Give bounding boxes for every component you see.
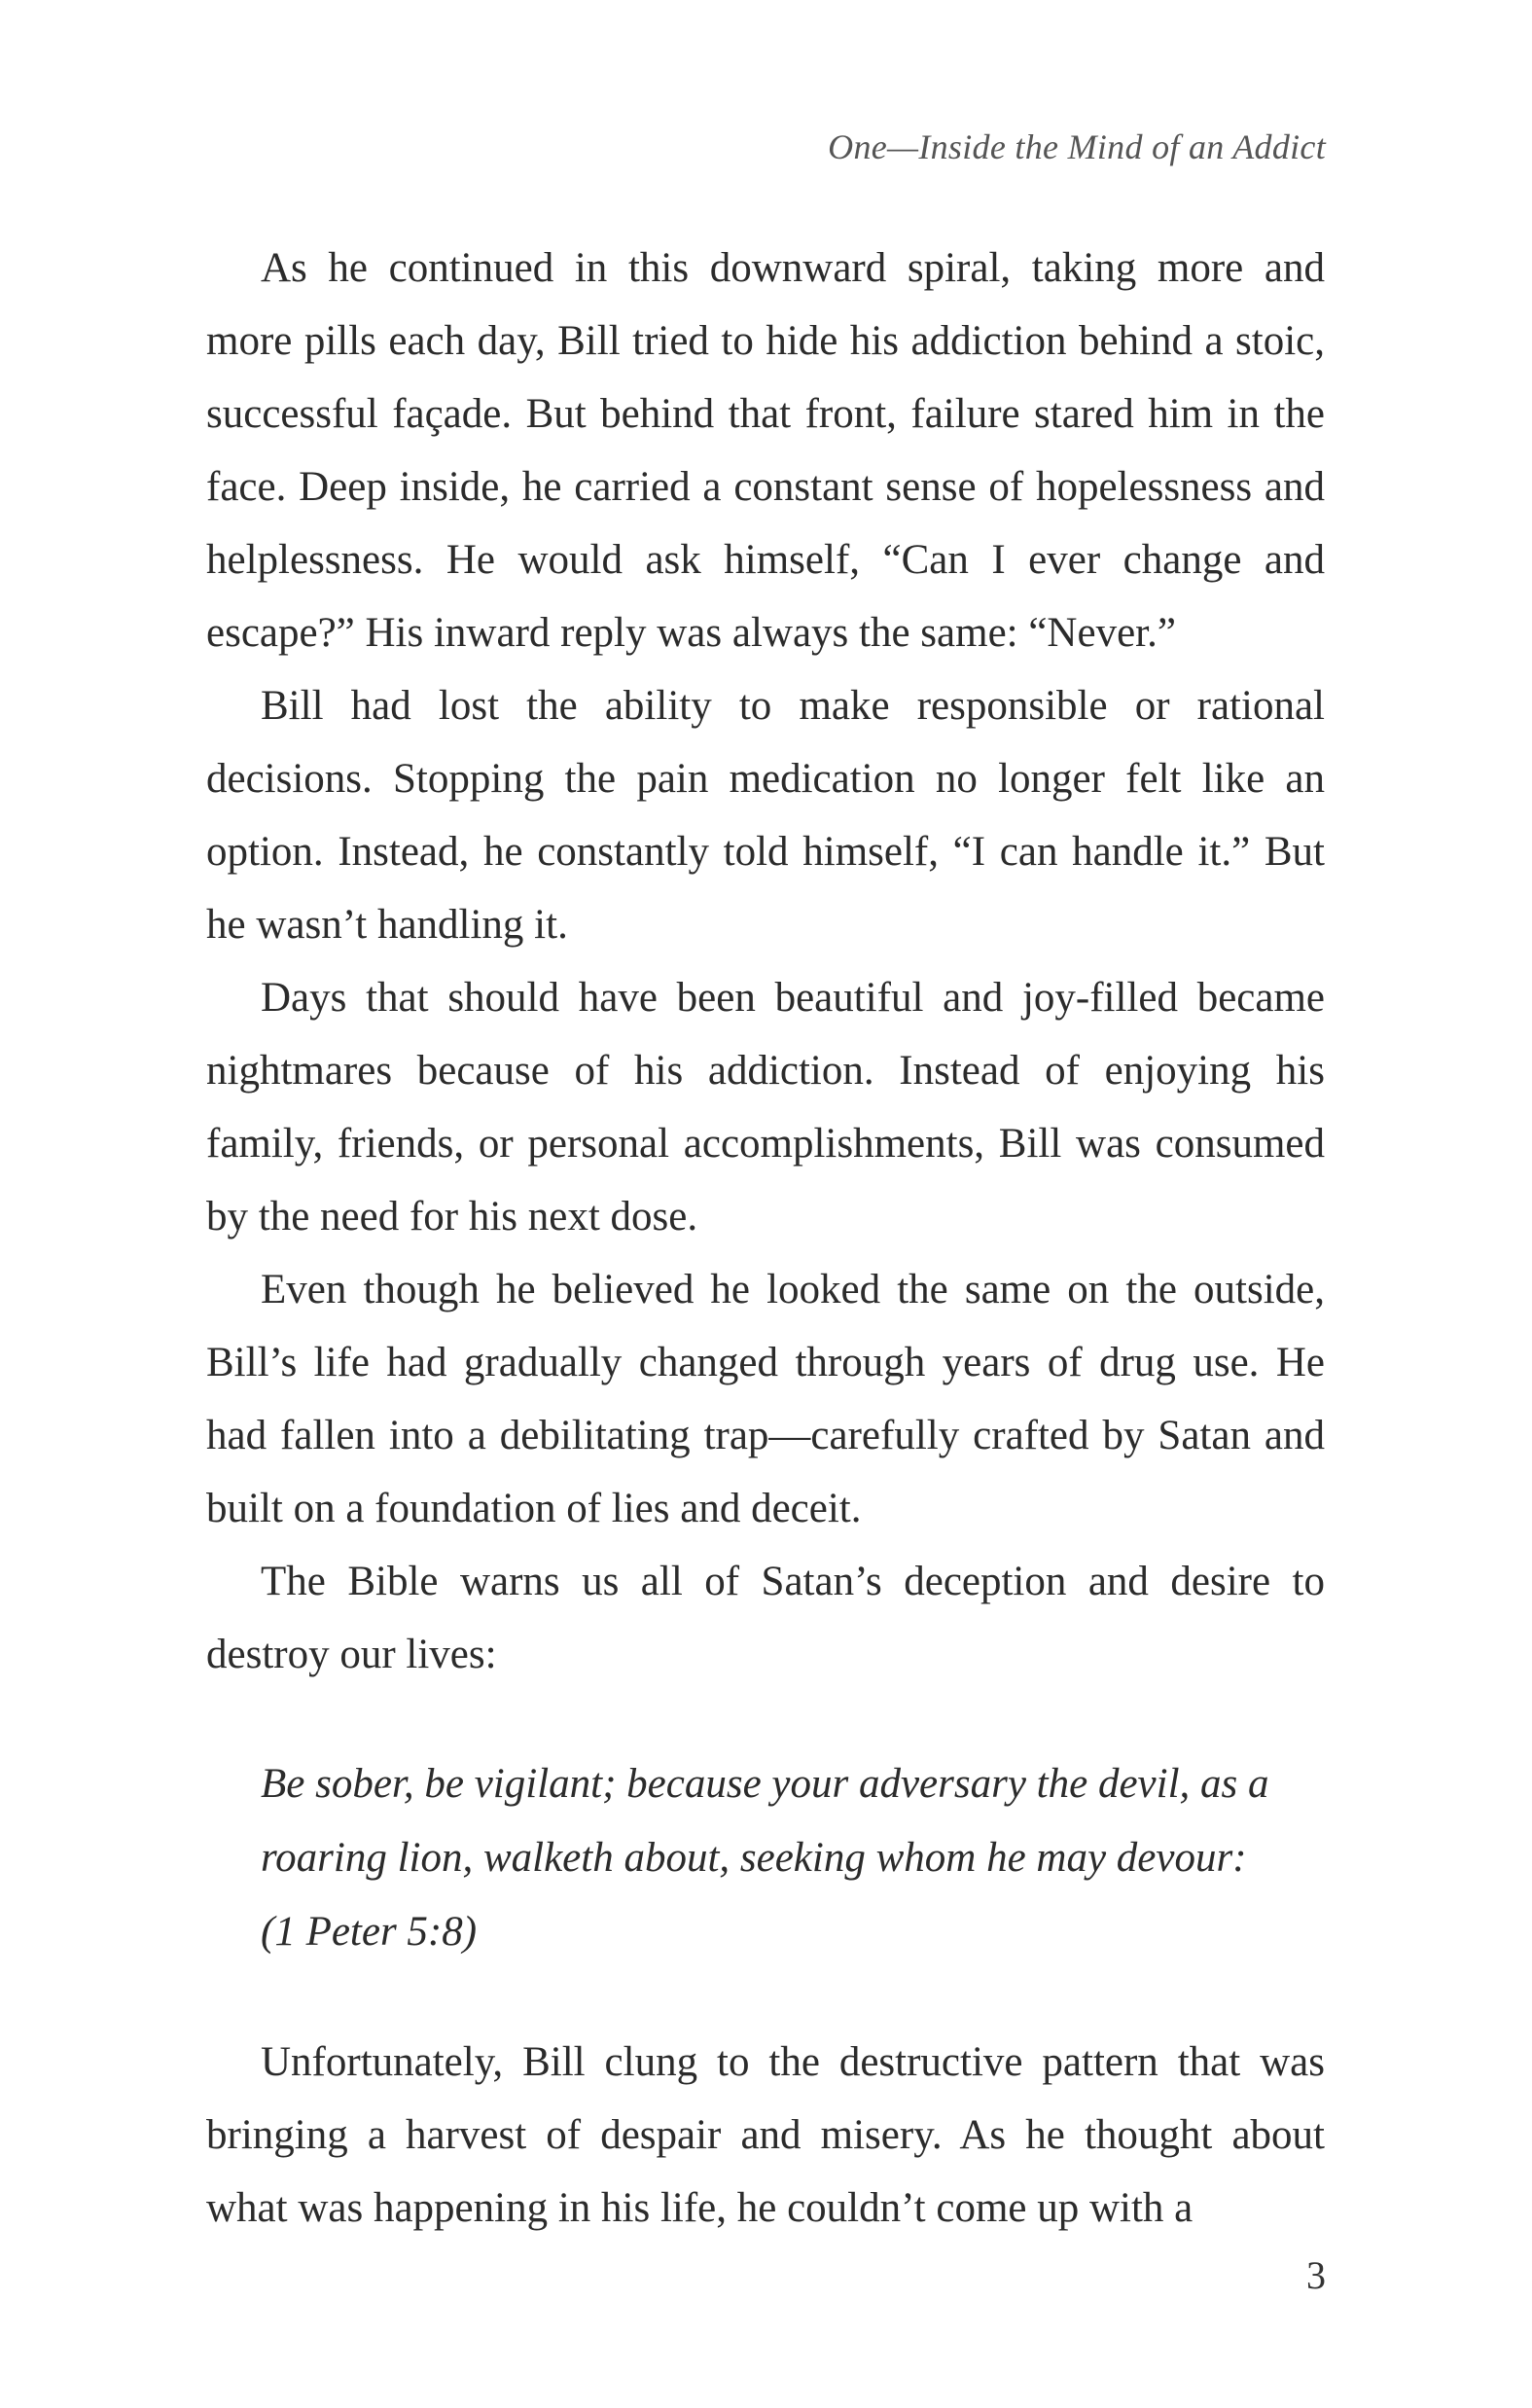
body-text [206, 232, 1325, 2245]
page-number: 3 [1306, 2253, 1326, 2297]
paragraph-5: The Bible warns us all of Satan’s deception and desire to destroy our lives: [206, 1559, 1325, 1677]
paragraph-4: Even though he believed he looked the same on the outside, Bill’s life had gradually changed through years of drug use. He had fallen into a debilitating trap—carefully crafted by Satan and built on a foundation of lies and deceit. [206, 1267, 1325, 1531]
running-header: One—Inside the Mind of an Addict [828, 127, 1326, 166]
scripture-quote [206, 1747, 1325, 1969]
scripture-line-2: roaring lion, walketh about, seeking whom he may devour: [261, 1835, 1247, 1881]
paragraph-1: As he continued in this downward spiral, taking more and more pills each day, Bill tried to hide his addiction behind a stoic, successful façade. But behind that front, failure stared him in the face. Deep inside, he carried a constant sense of hopelessness and helplessness. He would ask himself, “Can I ever change and escape?” His inward reply was always the same: “Never.” [206, 245, 1325, 656]
paragraph-3: Days that should have been beautiful and joy-filled became nightmares because of his addiction. Instead of enjoying his family, friends, or personal accomplishments, Bill was consumed by the need for his next dose. [206, 975, 1325, 1240]
scripture-reference: (1 Peter 5:8) [261, 1909, 478, 1955]
paragraph-6: Unfortunately, Bill clung to the destructive pattern that was bringing a harvest of despair and misery. As he thought about what was happening in his life, he couldn’t come up with a [206, 2039, 1325, 2231]
scripture-line-1: Be sober, be vigilant; because your adversary the devil, as a [261, 1761, 1269, 1807]
paragraph-2: Bill had lost the ability to make responsible or rational decisions. Stopping the pain medication no longer felt like an option. Instead, he constantly told himself, “I can handle it.” But he wasn’t handling it. [206, 683, 1325, 948]
